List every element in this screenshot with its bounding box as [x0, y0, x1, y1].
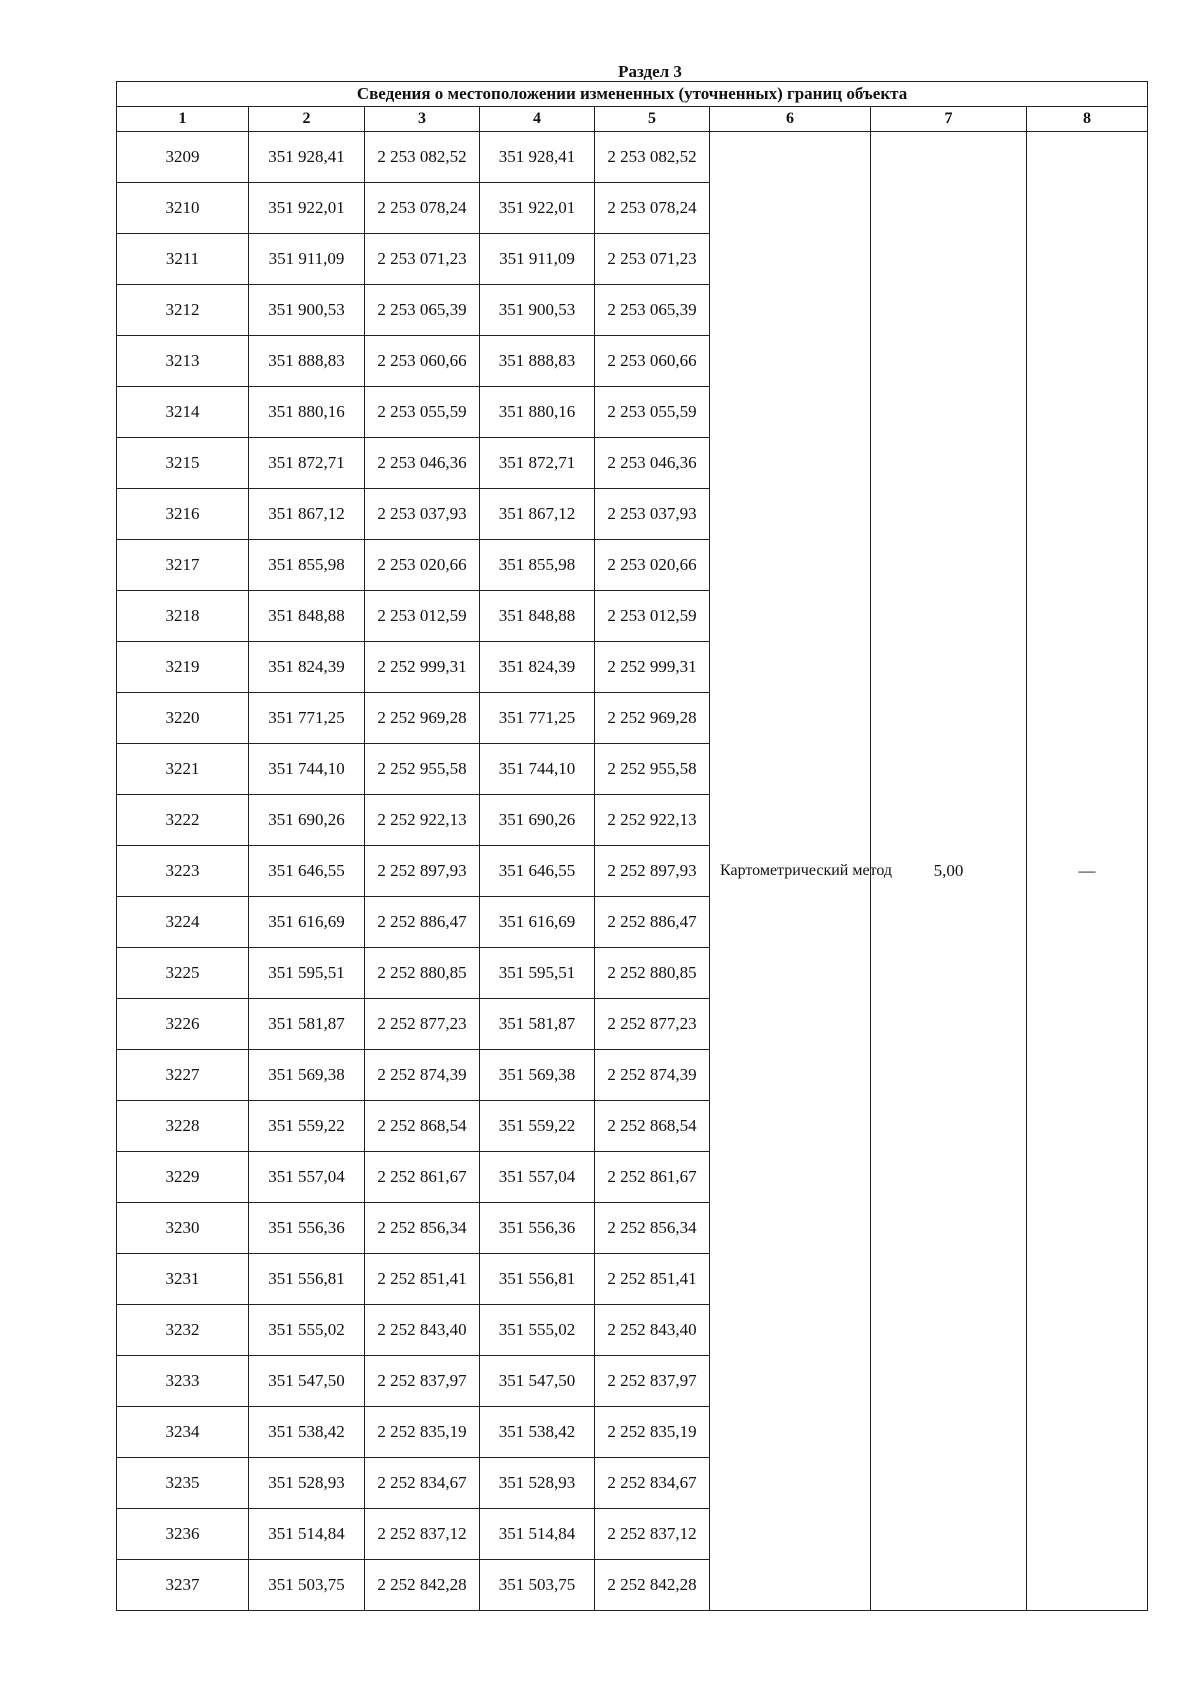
- point-number-cell: 3236: [117, 1509, 249, 1560]
- x-existing-cell: 351 824,39: [249, 642, 365, 693]
- y-existing-cell: 2 252 955,58: [365, 744, 480, 795]
- column-number: 2: [249, 107, 365, 132]
- x-existing-cell: 351 616,69: [249, 897, 365, 948]
- x-refined-cell: 351 503,75: [480, 1560, 595, 1611]
- x-refined-cell: 351 616,69: [480, 897, 595, 948]
- table-row: [117, 132, 1148, 183]
- point-number-cell: 3223: [117, 846, 249, 897]
- point-number-cell: 3227: [117, 1050, 249, 1101]
- y-refined-cell: 2 252 955,58: [595, 744, 710, 795]
- y-refined-cell: 2 253 037,93: [595, 489, 710, 540]
- x-refined-cell: 351 848,88: [480, 591, 595, 642]
- y-existing-cell: 2 253 082,52: [365, 132, 480, 183]
- x-refined-cell: 351 900,53: [480, 285, 595, 336]
- y-refined-cell: 2 253 065,39: [595, 285, 710, 336]
- y-existing-cell: 2 253 020,66: [365, 540, 480, 591]
- y-existing-cell: 2 253 078,24: [365, 183, 480, 234]
- point-number-cell: 3233: [117, 1356, 249, 1407]
- point-number-cell: 3232: [117, 1305, 249, 1356]
- y-existing-cell: 2 253 065,39: [365, 285, 480, 336]
- point-number-cell: 3225: [117, 948, 249, 999]
- y-refined-cell: 2 252 861,67: [595, 1152, 710, 1203]
- x-refined-cell: 351 595,51: [480, 948, 595, 999]
- x-refined-cell: 351 744,10: [480, 744, 595, 795]
- y-refined-cell: 2 252 835,19: [595, 1407, 710, 1458]
- point-number-cell: 3219: [117, 642, 249, 693]
- y-refined-cell: 2 253 046,36: [595, 438, 710, 489]
- x-existing-cell: 351 595,51: [249, 948, 365, 999]
- y-existing-cell: 2 253 060,66: [365, 336, 480, 387]
- point-number-cell: 3217: [117, 540, 249, 591]
- x-existing-cell: 351 690,26: [249, 795, 365, 846]
- y-refined-cell: 2 252 877,23: [595, 999, 710, 1050]
- column-number: 3: [365, 107, 480, 132]
- x-refined-cell: 351 855,98: [480, 540, 595, 591]
- y-refined-cell: 2 252 834,67: [595, 1458, 710, 1509]
- point-number-cell: 3237: [117, 1560, 249, 1611]
- y-existing-cell: 2 252 877,23: [365, 999, 480, 1050]
- x-existing-cell: 351 528,93: [249, 1458, 365, 1509]
- x-refined-cell: 351 557,04: [480, 1152, 595, 1203]
- x-existing-cell: 351 855,98: [249, 540, 365, 591]
- x-refined-cell: 351 880,16: [480, 387, 595, 438]
- y-refined-cell: 2 252 886,47: [595, 897, 710, 948]
- y-existing-cell: 2 252 969,28: [365, 693, 480, 744]
- x-existing-cell: 351 559,22: [249, 1101, 365, 1152]
- y-refined-cell: 2 253 060,66: [595, 336, 710, 387]
- x-refined-cell: 351 872,71: [480, 438, 595, 489]
- method-text: Картометрический метод: [720, 862, 893, 879]
- y-existing-cell: 2 252 999,31: [365, 642, 480, 693]
- y-existing-cell: 2 252 837,97: [365, 1356, 480, 1407]
- x-existing-cell: 351 514,84: [249, 1509, 365, 1560]
- x-refined-cell: 351 514,84: [480, 1509, 595, 1560]
- x-refined-cell: 351 922,01: [480, 183, 595, 234]
- point-number-cell: 3218: [117, 591, 249, 642]
- point-number-cell: 3234: [117, 1407, 249, 1458]
- y-existing-cell: 2 252 843,40: [365, 1305, 480, 1356]
- x-existing-cell: 351 581,87: [249, 999, 365, 1050]
- x-existing-cell: 351 771,25: [249, 693, 365, 744]
- x-existing-cell: 351 900,53: [249, 285, 365, 336]
- y-existing-cell: 2 252 874,39: [365, 1050, 480, 1101]
- x-refined-cell: 351 911,09: [480, 234, 595, 285]
- column-number: 1: [117, 107, 249, 132]
- x-refined-cell: 351 556,81: [480, 1254, 595, 1305]
- x-existing-cell: 351 569,38: [249, 1050, 365, 1101]
- column-number: 5: [595, 107, 710, 132]
- x-existing-cell: 351 880,16: [249, 387, 365, 438]
- x-refined-cell: 351 559,22: [480, 1101, 595, 1152]
- x-refined-cell: 351 581,87: [480, 999, 595, 1050]
- y-existing-cell: 2 252 835,19: [365, 1407, 480, 1458]
- x-existing-cell: 351 538,42: [249, 1407, 365, 1458]
- point-number-cell: 3228: [117, 1101, 249, 1152]
- point-number-cell: 3212: [117, 285, 249, 336]
- point-number-cell: 3235: [117, 1458, 249, 1509]
- y-existing-cell: 2 253 046,36: [365, 438, 480, 489]
- y-refined-cell: 2 253 078,24: [595, 183, 710, 234]
- y-existing-cell: 2 252 897,93: [365, 846, 480, 897]
- column-number: 7: [871, 107, 1027, 132]
- x-refined-cell: 351 569,38: [480, 1050, 595, 1101]
- x-refined-cell: 351 690,26: [480, 795, 595, 846]
- point-number-cell: 3230: [117, 1203, 249, 1254]
- column-8-cell: —: [1027, 132, 1148, 1611]
- point-number-cell: 3226: [117, 999, 249, 1050]
- point-number-cell: 3229: [117, 1152, 249, 1203]
- y-existing-cell: 2 253 037,93: [365, 489, 480, 540]
- point-number-cell: 3224: [117, 897, 249, 948]
- y-refined-cell: 2 253 020,66: [595, 540, 710, 591]
- y-refined-cell: 2 252 880,85: [595, 948, 710, 999]
- point-number-cell: 3220: [117, 693, 249, 744]
- point-number-cell: 3231: [117, 1254, 249, 1305]
- point-number-cell: 3215: [117, 438, 249, 489]
- x-existing-cell: 351 911,09: [249, 234, 365, 285]
- x-existing-cell: 351 848,88: [249, 591, 365, 642]
- x-refined-cell: 351 928,41: [480, 132, 595, 183]
- x-existing-cell: 351 922,01: [249, 183, 365, 234]
- x-existing-cell: 351 744,10: [249, 744, 365, 795]
- y-refined-cell: 2 252 837,12: [595, 1509, 710, 1560]
- point-number-cell: 3209: [117, 132, 249, 183]
- y-refined-cell: 2 252 868,54: [595, 1101, 710, 1152]
- x-refined-cell: 351 824,39: [480, 642, 595, 693]
- x-existing-cell: 351 557,04: [249, 1152, 365, 1203]
- column-number-row: [117, 107, 1148, 132]
- y-existing-cell: 2 252 851,41: [365, 1254, 480, 1305]
- x-refined-cell: 351 646,55: [480, 846, 595, 897]
- y-refined-cell: 2 253 055,59: [595, 387, 710, 438]
- y-existing-cell: 2 252 868,54: [365, 1101, 480, 1152]
- x-refined-cell: 351 867,12: [480, 489, 595, 540]
- y-existing-cell: 2 253 055,59: [365, 387, 480, 438]
- point-number-cell: 3222: [117, 795, 249, 846]
- y-existing-cell: 2 252 861,67: [365, 1152, 480, 1203]
- x-existing-cell: 351 547,50: [249, 1356, 365, 1407]
- y-existing-cell: 2 253 071,23: [365, 234, 480, 285]
- x-existing-cell: 351 556,81: [249, 1254, 365, 1305]
- y-existing-cell: 2 252 922,13: [365, 795, 480, 846]
- y-refined-cell: 2 252 837,97: [595, 1356, 710, 1407]
- y-refined-cell: 2 252 874,39: [595, 1050, 710, 1101]
- y-refined-cell: 2 252 922,13: [595, 795, 710, 846]
- method-cell: [710, 132, 893, 1611]
- point-number-cell: 3221: [117, 744, 249, 795]
- y-existing-cell: 2 252 842,28: [365, 1560, 480, 1611]
- x-existing-cell: 351 888,83: [249, 336, 365, 387]
- x-existing-cell: 351 503,75: [249, 1560, 365, 1611]
- y-refined-cell: 2 252 969,28: [595, 693, 710, 744]
- x-refined-cell: 351 547,50: [480, 1356, 595, 1407]
- x-refined-cell: 351 555,02: [480, 1305, 595, 1356]
- x-existing-cell: 351 872,71: [249, 438, 365, 489]
- point-number-cell: 3214: [117, 387, 249, 438]
- x-refined-cell: 351 556,36: [480, 1203, 595, 1254]
- y-existing-cell: 2 252 856,34: [365, 1203, 480, 1254]
- y-refined-cell: 2 253 071,23: [595, 234, 710, 285]
- table-caption-row: [117, 82, 1148, 107]
- y-refined-cell: 2 252 851,41: [595, 1254, 710, 1305]
- section-title: Раздел 3: [618, 62, 682, 81]
- y-existing-cell: 2 253 012,59: [365, 591, 480, 642]
- y-refined-cell: 2 252 842,28: [595, 1560, 710, 1611]
- x-existing-cell: 351 556,36: [249, 1203, 365, 1254]
- x-existing-cell: 351 646,55: [249, 846, 365, 897]
- point-number-cell: 3216: [117, 489, 249, 540]
- point-number-cell: 3211: [117, 234, 249, 285]
- boundary-coordinates-table: [116, 81, 1148, 1611]
- x-existing-cell: 351 928,41: [249, 132, 365, 183]
- y-existing-cell: 2 252 880,85: [365, 948, 480, 999]
- x-existing-cell: 351 867,12: [249, 489, 365, 540]
- point-number-cell: 3213: [117, 336, 249, 387]
- column-number: 6: [710, 107, 871, 132]
- x-refined-cell: 351 888,83: [480, 336, 595, 387]
- y-existing-cell: 2 252 834,67: [365, 1458, 480, 1509]
- accuracy-cell: 5,00: [871, 132, 1027, 1611]
- y-refined-cell: 2 253 012,59: [595, 591, 710, 642]
- x-existing-cell: 351 555,02: [249, 1305, 365, 1356]
- y-refined-cell: 2 252 999,31: [595, 642, 710, 693]
- y-refined-cell: 2 252 897,93: [595, 846, 710, 897]
- y-refined-cell: 2 253 082,52: [595, 132, 710, 183]
- x-refined-cell: 351 538,42: [480, 1407, 595, 1458]
- y-refined-cell: 2 252 843,40: [595, 1305, 710, 1356]
- point-number-cell: 3210: [117, 183, 249, 234]
- table-caption: Сведения о местоположении измененных (уточненных) границ объекта: [117, 82, 1148, 107]
- x-refined-cell: 351 528,93: [480, 1458, 595, 1509]
- y-refined-cell: 2 252 856,34: [595, 1203, 710, 1254]
- y-existing-cell: 2 252 837,12: [365, 1509, 480, 1560]
- y-existing-cell: 2 252 886,47: [365, 897, 480, 948]
- column-number: 8: [1027, 107, 1148, 132]
- x-refined-cell: 351 771,25: [480, 693, 595, 744]
- column-number: 4: [480, 107, 595, 132]
